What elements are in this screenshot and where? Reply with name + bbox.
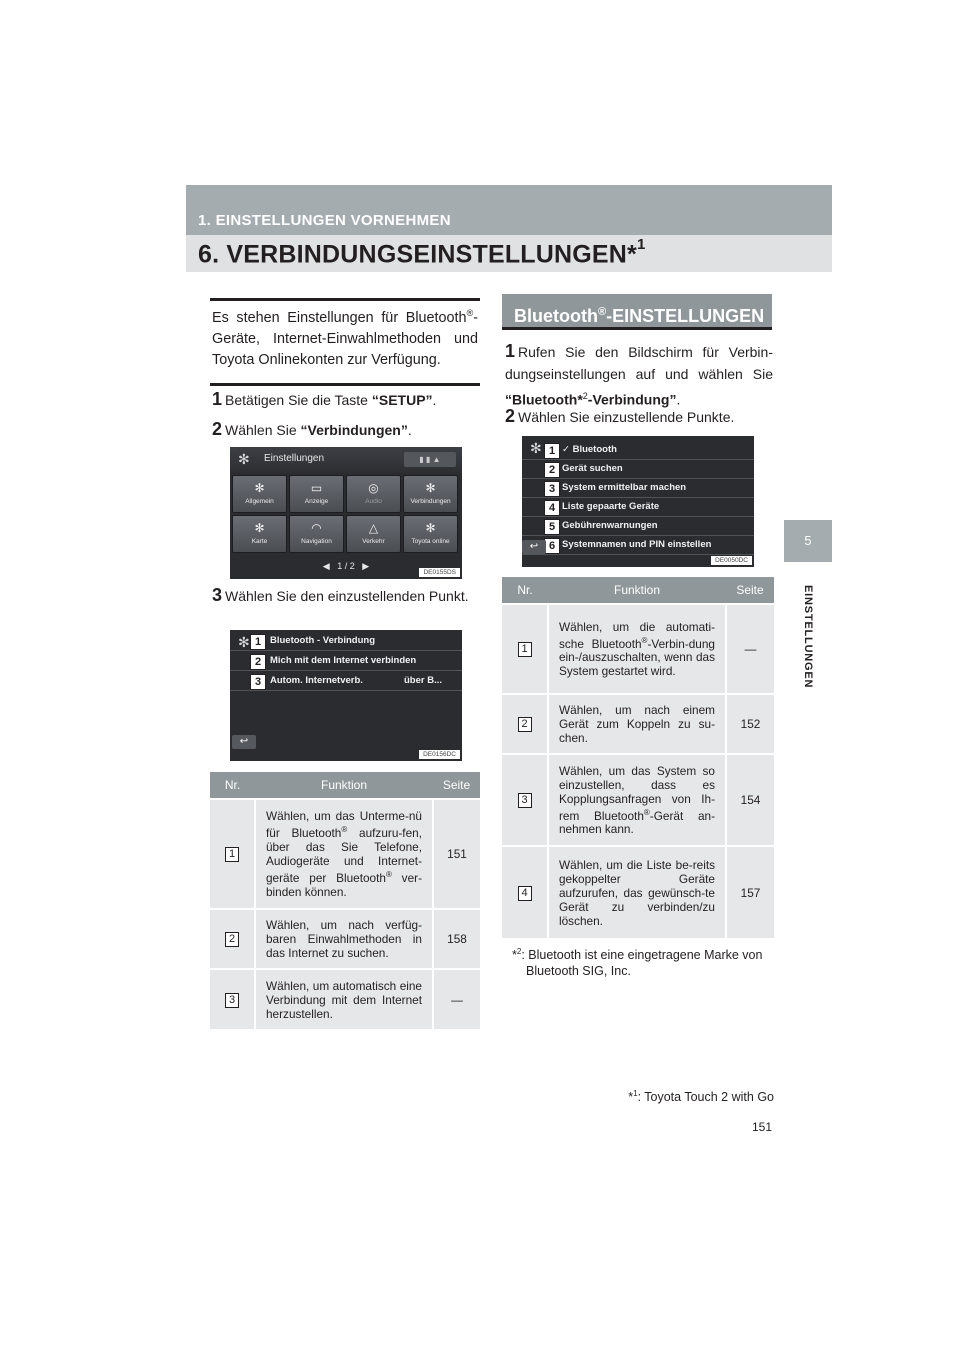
function-table-right bbox=[502, 577, 774, 938]
chapter-tab: 5 bbox=[784, 520, 832, 562]
list-item[interactable]: ✓ Bluetooth bbox=[522, 441, 754, 460]
table-row: 4 Wählen, um die Liste be-reits gekoppelter Geräte aufzurufen, das gewünsch-te Gerät zu verbinden/zu löschen. 157 bbox=[502, 846, 774, 938]
tile-karte[interactable]: ✻ Karte bbox=[232, 515, 287, 553]
tile-toyota-online[interactable]: ✻ Toyota online bbox=[403, 515, 458, 553]
page-indicator: 1 / 2 bbox=[337, 561, 355, 571]
table-row: 2 Wählen, um nach einem Gerät zum Koppeln zu su-chen. 152 bbox=[502, 694, 774, 754]
page-number: 151 bbox=[752, 1120, 773, 1134]
next-page-icon[interactable]: ▶ bbox=[362, 561, 370, 571]
function-table-left bbox=[210, 772, 480, 1029]
tile-anzeige[interactable]: ▭ Anzeige bbox=[289, 475, 344, 513]
list-item[interactable]: System ermittelbar machen bbox=[522, 479, 754, 498]
image-code: DE0155DS bbox=[419, 568, 460, 577]
list-item[interactable]: Mich mit dem Internet verbinden bbox=[230, 652, 462, 671]
list-item[interactable]: Gebührenwarnungen bbox=[522, 517, 754, 536]
tile-allgemein[interactable]: ✻ Allgemein bbox=[232, 475, 287, 513]
tile-verkehr[interactable]: △ Verkehr bbox=[346, 515, 401, 553]
table-header: Nr. Funktion Seite bbox=[210, 772, 480, 799]
intro-text: Es stehen Einstellungen für Bluetooth®-Geräte, Internet-Einwahlmethoden und Toyota Onlinekonten zur Verfügung. bbox=[212, 308, 478, 368]
table-row: 1 Wählen, um das Unterme-nü für Bluetooth® aufzuru-fen, über das Sie Telefone, Audiogeräte und Internet-geräte per Bluetooth® ver-binden können. 151 bbox=[210, 799, 480, 909]
callout-5: 5 bbox=[544, 519, 560, 535]
callout-4: 4 bbox=[544, 500, 560, 516]
connection-settings-screenshot bbox=[230, 630, 462, 761]
step-2: 2 Wählen Sie “Verbindungen”. bbox=[212, 419, 412, 439]
intro-box bbox=[210, 298, 480, 386]
settings-gear-icon: ✻ bbox=[238, 451, 250, 467]
chapter-side-label: EINSTELLUNGEN bbox=[802, 585, 814, 689]
image-code: DE0050DC bbox=[711, 556, 752, 565]
traffic-icon: △ bbox=[368, 521, 379, 535]
screen-title: Einstellungen bbox=[264, 453, 325, 464]
section-heading: Bluetooth®-EINSTELLUNGEN bbox=[502, 294, 772, 330]
chapter-heading: 1. EINSTELLUNGEN VORNEHMEN bbox=[198, 212, 451, 229]
settings-gear-icon: ✻ bbox=[530, 440, 542, 456]
table-row: 1 Wählen, um die automati-sche Bluetooth®-Verbin-dung ein-/auszuschalten, wenn das System gestartet wird. — bbox=[502, 604, 774, 694]
status-icons: ▮ ▮ ▲ bbox=[404, 452, 456, 467]
footnote-model: *$^1$: Toyota Touch 2 with Go bbox=[628, 1089, 774, 1105]
tile-audio[interactable]: ◎ Audio bbox=[346, 475, 401, 513]
gear-icon: ✻ bbox=[254, 481, 265, 495]
step-1-bluetooth: 1 Rufen Sie den Bildschirm für Verbin-dungseinstellungen auf und wählen Sie “Bluetooth*$^2$-Verbindung”. bbox=[505, 341, 773, 408]
image-code: DE0156DC bbox=[419, 750, 460, 759]
table-row: 3 Wählen, um das System so einzustellen, dass es Kopplungsanfragen von Ih-rem Bluetooth®-Gerät an-nehmen kann. 154 bbox=[502, 754, 774, 846]
footnote-trademark: *$^2$: Bluetooth ist eine eingetragene Marke von Bluetooth SIG, Inc. bbox=[512, 947, 763, 979]
list-item[interactable]: Autom. Internetverb. über B... bbox=[230, 672, 462, 691]
online-icon: ✻ bbox=[425, 521, 436, 535]
callout-3: 3 bbox=[544, 481, 560, 497]
callout-6: 6 bbox=[544, 538, 560, 554]
list-item[interactable]: Gerät suchen bbox=[522, 460, 754, 479]
navigation-icon: ◠ bbox=[311, 521, 322, 535]
table-row: 3 Wählen, um automatisch eine Verbindung mit dem Internet herzustellen. — bbox=[210, 969, 480, 1029]
callout-3: 3 bbox=[250, 674, 266, 690]
settings-gear-icon: ✻ bbox=[238, 634, 250, 650]
list-item[interactable]: Systemnamen und PIN einstellen bbox=[522, 536, 754, 555]
step-1: 1 Betätigen Sie die Taste “SETUP”. bbox=[212, 389, 437, 409]
display-icon: ▭ bbox=[310, 481, 323, 495]
list-item[interactable]: Bluetooth - Verbindung bbox=[230, 632, 462, 651]
audio-icon: ◎ bbox=[368, 481, 379, 495]
back-icon[interactable]: ↩ bbox=[522, 540, 546, 554]
callout-2: 2 bbox=[544, 462, 560, 478]
map-icon: ✻ bbox=[254, 521, 265, 535]
prev-page-icon[interactable]: ◀ bbox=[322, 561, 330, 571]
step-3: 3 Wählen Sie den einzustellenden Punkt. bbox=[212, 585, 469, 605]
page-title: 6. VERBINDUNGSEINSTELLUNGEN*$^1$ bbox=[198, 236, 646, 269]
callout-1: 1 bbox=[250, 634, 266, 650]
bluetooth-settings-screenshot bbox=[522, 436, 754, 567]
tile-navigation[interactable]: ◠ Navigation bbox=[289, 515, 344, 553]
connection-icon: ✻ bbox=[425, 481, 436, 495]
table-row: 2 Wählen, um nach verfüg-baren Einwahlmethoden in das Internet zu suchen. 158 bbox=[210, 909, 480, 969]
list-item[interactable]: Liste gepaarte Geräte bbox=[522, 498, 754, 517]
table-header: Nr. Funktion Seite bbox=[502, 577, 774, 604]
tile-verbindungen[interactable]: ✻ Verbindungen bbox=[403, 475, 458, 513]
settings-menu-screenshot bbox=[230, 447, 462, 579]
callout-1: 1 bbox=[544, 443, 560, 459]
back-icon[interactable]: ↩ bbox=[232, 735, 256, 749]
step-2-bluetooth: 2 Wählen Sie einzustellende Punkte. bbox=[505, 406, 735, 426]
callout-2: 2 bbox=[250, 654, 266, 670]
